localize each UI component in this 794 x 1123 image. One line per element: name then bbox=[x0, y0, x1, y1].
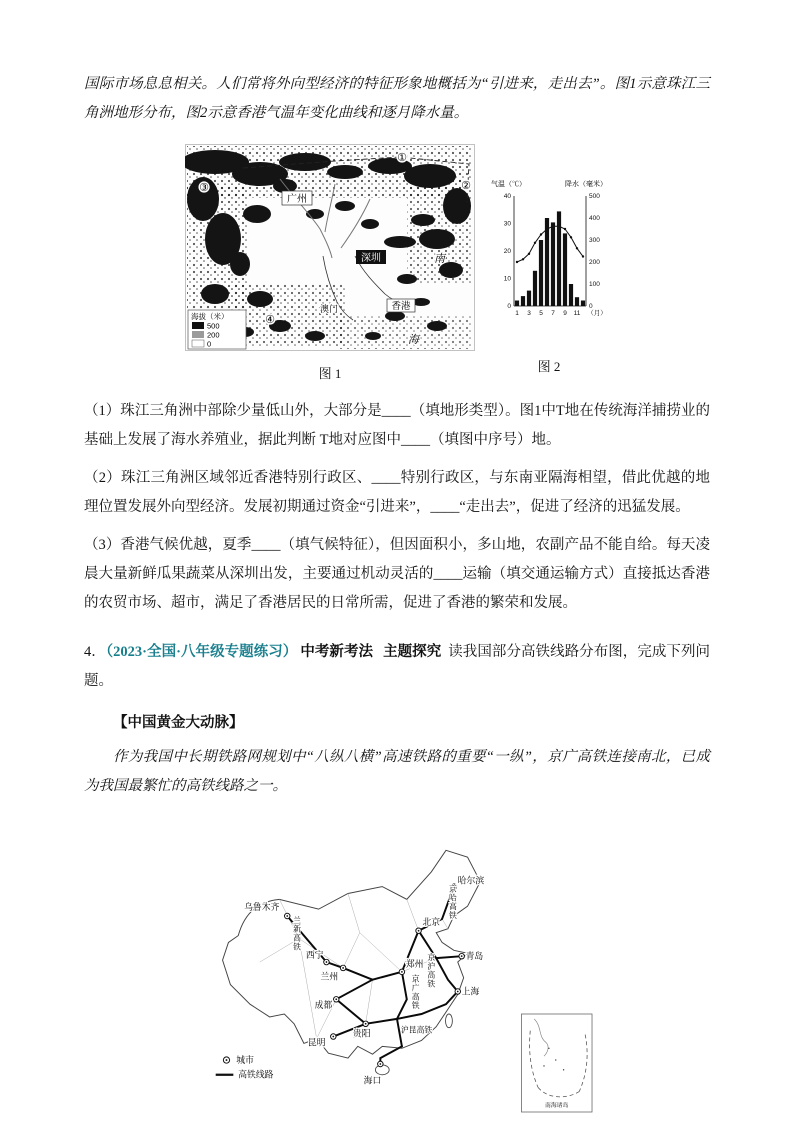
city-label-beijing: 北京 bbox=[422, 917, 441, 928]
temp-curve bbox=[516, 225, 584, 263]
elevation-legend-title: 海拔（米） bbox=[191, 312, 229, 321]
city-dot-haikou bbox=[378, 1061, 383, 1066]
svg-text:0: 0 bbox=[507, 303, 511, 310]
month-unit-label: （月） bbox=[587, 310, 607, 317]
svg-text:0: 0 bbox=[589, 303, 593, 310]
legend-city-label: 城市 bbox=[236, 1055, 254, 1066]
precip-bars bbox=[515, 211, 585, 306]
section-title: 【中国黄金大动脉】 bbox=[113, 715, 244, 732]
inset-label: 南海诸岛 bbox=[544, 1103, 569, 1110]
city-label-xining: 西宁 bbox=[305, 950, 324, 961]
legend-rail-label: 高铁线路 bbox=[238, 1069, 274, 1080]
city-dot-zhengzhou bbox=[399, 969, 404, 974]
city-dot-kunming bbox=[331, 1034, 336, 1039]
marker-1: ① bbox=[397, 152, 407, 164]
precip-axis-ticks bbox=[589, 193, 600, 310]
city-label-zhengzhou: 郑州 bbox=[405, 959, 424, 970]
svg-text:100: 100 bbox=[589, 281, 600, 288]
rail-label-lanxin: 兰新高铁 bbox=[293, 916, 301, 952]
svg-text:400: 400 bbox=[589, 215, 600, 222]
city-dot-qingdao bbox=[459, 954, 464, 959]
city-label-lanzhou: 兰州 bbox=[320, 971, 339, 982]
elevation-legend bbox=[188, 310, 246, 349]
tag-theme: 主题探究 bbox=[383, 644, 442, 661]
china-rail-map bbox=[201, 813, 593, 1117]
tag-new-method: 中考新考法 bbox=[300, 644, 374, 661]
svg-text:5: 5 bbox=[539, 310, 543, 317]
temp-axis-title: 气温（℃） bbox=[491, 181, 526, 188]
question-2: （2）珠江三角洲区域邻近香港特别行政区、____特别行政区，与东南亚隔海相望，借此优越的地理位置发展外向型经济。发展初期通过资金“引进来”，____“走出去”，促进了经济的迅猛发展。 bbox=[84, 470, 710, 516]
question-4-stem bbox=[84, 638, 710, 696]
rail-jiqing bbox=[436, 956, 461, 958]
city-dot-xining bbox=[324, 960, 329, 965]
temp-axis-ticks bbox=[504, 193, 512, 310]
taiwan-island bbox=[446, 1014, 453, 1028]
svg-text:9: 9 bbox=[563, 310, 567, 317]
elevation-tick-0: 0 bbox=[207, 339, 212, 349]
climate-chart bbox=[489, 174, 609, 344]
marker-4: ④ bbox=[265, 314, 275, 326]
figures-row bbox=[84, 144, 710, 383]
city-label-kunming: 昆明 bbox=[307, 1037, 326, 1048]
passage-paragraph: 作为我国中长期铁路网规划中“八纵八横”高速铁路的重要“一纵”，京广高铁连接南北，已成为我国最繁忙的高铁线路之一。 bbox=[84, 749, 710, 795]
question-4-text: 读我国部分高铁线路分布图，完成下列问题。 bbox=[84, 644, 711, 690]
china-rail-map-wrap bbox=[84, 813, 710, 1117]
legend-city-symbol bbox=[223, 1057, 229, 1063]
figure-1 bbox=[185, 144, 475, 383]
rail-to-haikou bbox=[380, 1047, 402, 1065]
rail-xicheng bbox=[336, 980, 372, 1000]
city-label-shanghai: 上海 bbox=[461, 986, 480, 997]
precip-axis-title: 降水（毫米） bbox=[565, 181, 607, 188]
city-dot-shanghai bbox=[455, 989, 460, 994]
rail-label-jingha: 京哈高铁 bbox=[448, 884, 457, 921]
rail-jinghu bbox=[419, 931, 458, 992]
svg-text:40: 40 bbox=[503, 193, 511, 200]
question-1: （1）珠江三角洲中部除少量低山外，大部分是____（填地形类型）。图1中T地在传统海洋捕捞业的基础上发展了海水养殖业，据此判断 T地对应图中____（填图中序号）地。 bbox=[84, 403, 710, 449]
south-china-sea-inset bbox=[521, 1014, 592, 1112]
svg-text:30: 30 bbox=[503, 220, 511, 228]
rail-label-jingguang: 京广高铁 bbox=[411, 974, 420, 1011]
marker-2: ② bbox=[461, 180, 471, 192]
svg-text:300: 300 bbox=[589, 237, 600, 244]
delta-terrain-map bbox=[185, 144, 475, 351]
map-legend bbox=[216, 1054, 274, 1080]
guangzhou-label: 广州 bbox=[287, 194, 307, 205]
shenzhen-label: 深圳 bbox=[361, 253, 381, 264]
svg-text:20: 20 bbox=[503, 248, 511, 255]
sea-label-sea: 海 bbox=[408, 334, 419, 346]
question-3: （3）香港气候优越，夏季____（填气候特征），但因面积小，多山地，农副产品不能自给。每天凌晨大量新鲜瓜果蔬菜从深圳出发，主要通过机动灵活的____运输（填交通运输方式）直接抵达香港的农贸市场、超市，满足了香港居民的日常所需，促进了香港的繁荣和发展。 bbox=[84, 537, 710, 612]
hongkong-label: 香港 bbox=[391, 301, 411, 312]
figure-2-caption: 图 2 bbox=[537, 359, 561, 374]
rail-label-jinghu: 京沪高铁 bbox=[427, 953, 436, 989]
svg-text:10: 10 bbox=[503, 275, 511, 283]
sea-label-south: 南 bbox=[434, 253, 445, 265]
elevation-tick-200: 200 bbox=[207, 330, 220, 340]
city-label-haikou: 海口 bbox=[363, 1075, 382, 1086]
intro-paragraph: 国际市场息息相关。人们常将外向型经济的特征形象地概括为“引进来，走出去”。图1示意珠江三角洲地形分布，图2示意香港气温年变化曲线和逐月降水量。 bbox=[84, 76, 710, 121]
city-dot-beijing bbox=[416, 928, 421, 933]
svg-text:200: 200 bbox=[589, 259, 600, 266]
rail-xulan bbox=[343, 968, 402, 980]
city-label-qingdao: 青岛 bbox=[465, 951, 484, 962]
city-label-haerbin: 哈尔滨 bbox=[457, 875, 485, 886]
city-dot-guiyang bbox=[363, 1021, 368, 1026]
macau-label: 澳门 bbox=[319, 304, 339, 314]
month-axis-ticks bbox=[515, 310, 581, 317]
china-outline bbox=[223, 851, 481, 1059]
city-label-wulumuqi: 乌鲁木齐 bbox=[244, 902, 280, 913]
svg-text:11: 11 bbox=[573, 310, 581, 317]
city-dot-chengdu bbox=[333, 997, 338, 1002]
marker-3: ③ bbox=[199, 182, 209, 194]
elevation-tick-500: 500 bbox=[207, 321, 220, 331]
figure-2 bbox=[489, 174, 609, 376]
city-label-chengdu: 成都 bbox=[314, 1000, 333, 1011]
question-4-number: 4． bbox=[84, 644, 106, 661]
city-dot-lanzhou bbox=[340, 965, 345, 970]
svg-text:500: 500 bbox=[589, 193, 600, 200]
city-label-guiyang: 贵阳 bbox=[352, 1028, 371, 1039]
question-4-source: （2023·全国·八年级专题练习） bbox=[105, 644, 298, 661]
rail-chenggui bbox=[336, 999, 365, 1024]
svg-text:1: 1 bbox=[515, 310, 519, 317]
city-dot-wulumuqi bbox=[284, 913, 289, 918]
rail-label-hukun: 沪昆高铁 bbox=[400, 1025, 433, 1035]
svg-text:3: 3 bbox=[527, 310, 531, 317]
figure-1-caption: 图 1 bbox=[318, 366, 342, 381]
svg-text:7: 7 bbox=[551, 310, 555, 317]
